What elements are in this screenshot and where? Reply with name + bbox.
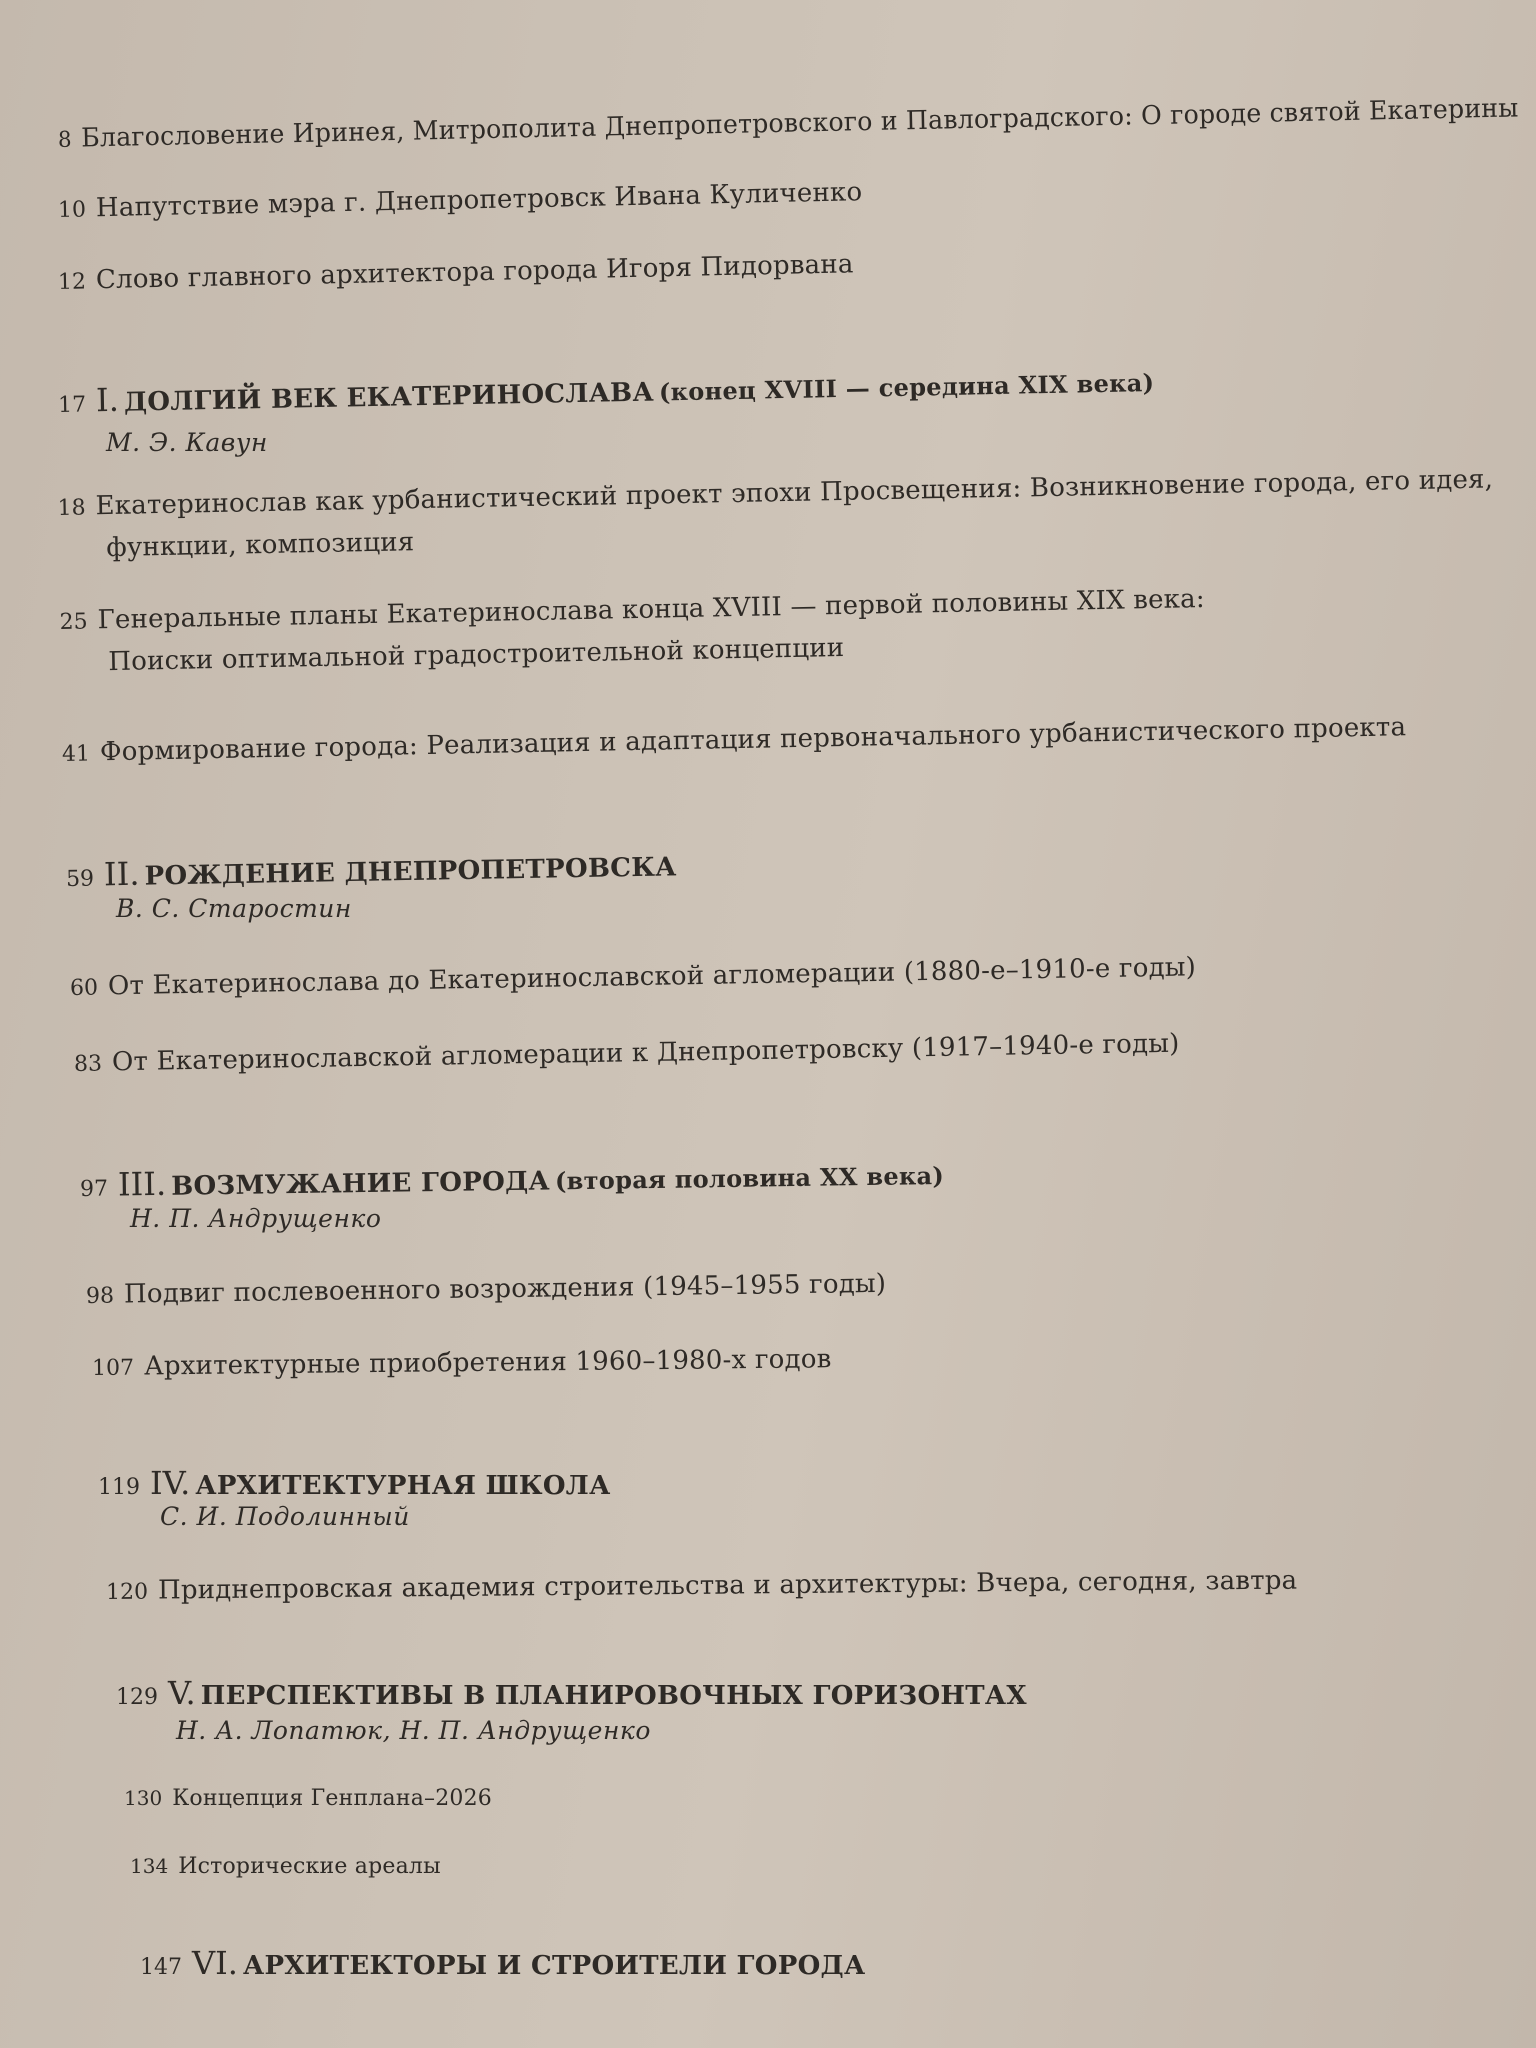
page-number: 134 — [130, 1854, 169, 1878]
entry-title: Екатеринослав как урбанистический проект эпохи Просвещения: Возникновение города, его идея, — [95, 464, 1494, 522]
page-number: 18 — [57, 495, 86, 522]
page-number: 25 — [59, 609, 88, 636]
chapter-heading[interactable] — [116, 1674, 1027, 1712]
chapter-heading[interactable] — [140, 1944, 865, 1982]
entry-title: Приднепровская академия строительства и архитектуры: Вчера, сегодня, завтра — [157, 1565, 1298, 1606]
entry-title: Архитектурные приобретения 1960–1980-х годов — [143, 1344, 832, 1382]
toc-entry[interactable] — [58, 249, 854, 296]
toc-entry[interactable] — [58, 93, 1519, 154]
entry-title: Слово главного архитектора города Игоря Пидорвана — [95, 249, 854, 296]
page-number: 17 — [57, 392, 87, 418]
entry-title: От Екатеринослава до Екатеринославской агломерации (1880-е–1910-е годы) — [107, 952, 1197, 1002]
page-number: 97 — [79, 1176, 109, 1202]
toc-entry[interactable] — [70, 952, 1197, 1002]
page-number: 130 — [124, 1786, 163, 1810]
chapter-numeral: II. — [103, 854, 140, 894]
chapter-subtitle: (вторая половина XX века) — [554, 1160, 945, 1196]
entry-title-continued: Поиски оптимальной градостроительной концепции — [108, 632, 845, 678]
page-number: 10 — [57, 197, 87, 223]
chapter-author: М. Э. Кавун — [106, 428, 268, 457]
toc-entry[interactable] — [124, 1786, 492, 1811]
chapter-title: ДОЛГИЙ ВЕК ЕКАТЕРИНОСЛАВА — [123, 377, 655, 418]
chapter-numeral: III. — [117, 1164, 167, 1204]
entry-title: Благословение Иринея, Митрополита Днепропетровского и Павлоградского: О городе святой Екатерины — [80, 93, 1519, 154]
page-number: 98 — [85, 1283, 115, 1309]
toc-entry[interactable] — [62, 712, 1407, 768]
chapter-title: РОЖДЕНИЕ ДНЕПРОПЕТРОВСКА — [144, 852, 677, 892]
page-number: 147 — [140, 1955, 182, 1980]
chapter-numeral: I. — [95, 380, 120, 420]
page-number: 129 — [116, 1685, 158, 1710]
chapter-title: АРХИТЕКТОРЫ И СТРОИТЕЛИ ГОРОДА — [243, 1951, 866, 1981]
toc-entry[interactable] — [74, 1029, 1180, 1078]
chapter-subtitle: (конец XVIII — середина XIX века) — [658, 367, 1155, 407]
chapter-author: В. С. Старостин — [116, 894, 352, 923]
page-number: 83 — [73, 1051, 103, 1077]
toc-entry[interactable] — [130, 1854, 441, 1879]
page-number: 120 — [105, 1579, 149, 1605]
entry-title-continued: функции, композиция — [106, 527, 415, 564]
toc-entry[interactable] — [59, 584, 1206, 678]
page-number: 8 — [57, 127, 72, 153]
page-number: 60 — [69, 975, 99, 1001]
page-number: 119 — [98, 1475, 140, 1500]
chapter-title: ВОЗМУЖАНИЕ ГОРОДА — [171, 1166, 551, 1202]
chapter-numeral: VI. — [192, 1944, 238, 1982]
toc-entry[interactable] — [57, 464, 1494, 564]
chapter-author: Н. П. Андрущенко — [130, 1204, 382, 1233]
chapter-title: ПЕРСПЕКТИВЫ В ПЛАНИРОВОЧНЫХ ГОРИЗОНТАХ — [200, 1681, 1027, 1711]
entry-title: Генеральные планы Екатеринослава конца XVIII — первой половины XIX века: — [97, 584, 1206, 636]
chapter-heading[interactable] — [80, 1154, 945, 1204]
chapter-numeral: V. — [168, 1674, 196, 1712]
entry-title: От Екатеринославской агломерации к Днепропетровску (1917–1940-е годы) — [111, 1028, 1180, 1078]
chapter-title: АРХИТЕКТУРНАЯ ШКОЛА — [195, 1471, 611, 1501]
entry-title: Исторические ареалы — [178, 1854, 441, 1879]
chapter-numeral: IV. — [150, 1464, 191, 1502]
toc-entry[interactable] — [106, 1566, 1298, 1606]
entry-title: Подвиг послевоенного возрождения (1945–1955 годы) — [123, 1268, 887, 1310]
toc-entry[interactable] — [86, 1269, 887, 1310]
chapter-author: С. И. Подолинный — [160, 1502, 410, 1531]
page-number: 12 — [57, 269, 87, 295]
entry-title: Формирование города: Реализация и адаптация первоначального урбанистического проекта — [99, 712, 1407, 768]
entry-title: Концепция Генплана–2026 — [172, 1786, 493, 1811]
toc-entry[interactable] — [92, 1344, 832, 1382]
chapter-heading[interactable] — [58, 361, 1155, 420]
page-number: 59 — [65, 866, 95, 892]
entry-title: Напутствие мэра г. Днепропетровск Ивана Куличенко — [95, 177, 863, 224]
toc-entry[interactable] — [58, 177, 863, 224]
chapter-author: Н. А. Лопатюк, Н. П. Андрущенко — [176, 1716, 651, 1745]
page-number: 107 — [91, 1355, 135, 1381]
chapter-heading[interactable] — [98, 1464, 611, 1502]
chapter-heading[interactable] — [66, 845, 677, 894]
page-number: 41 — [61, 741, 91, 767]
